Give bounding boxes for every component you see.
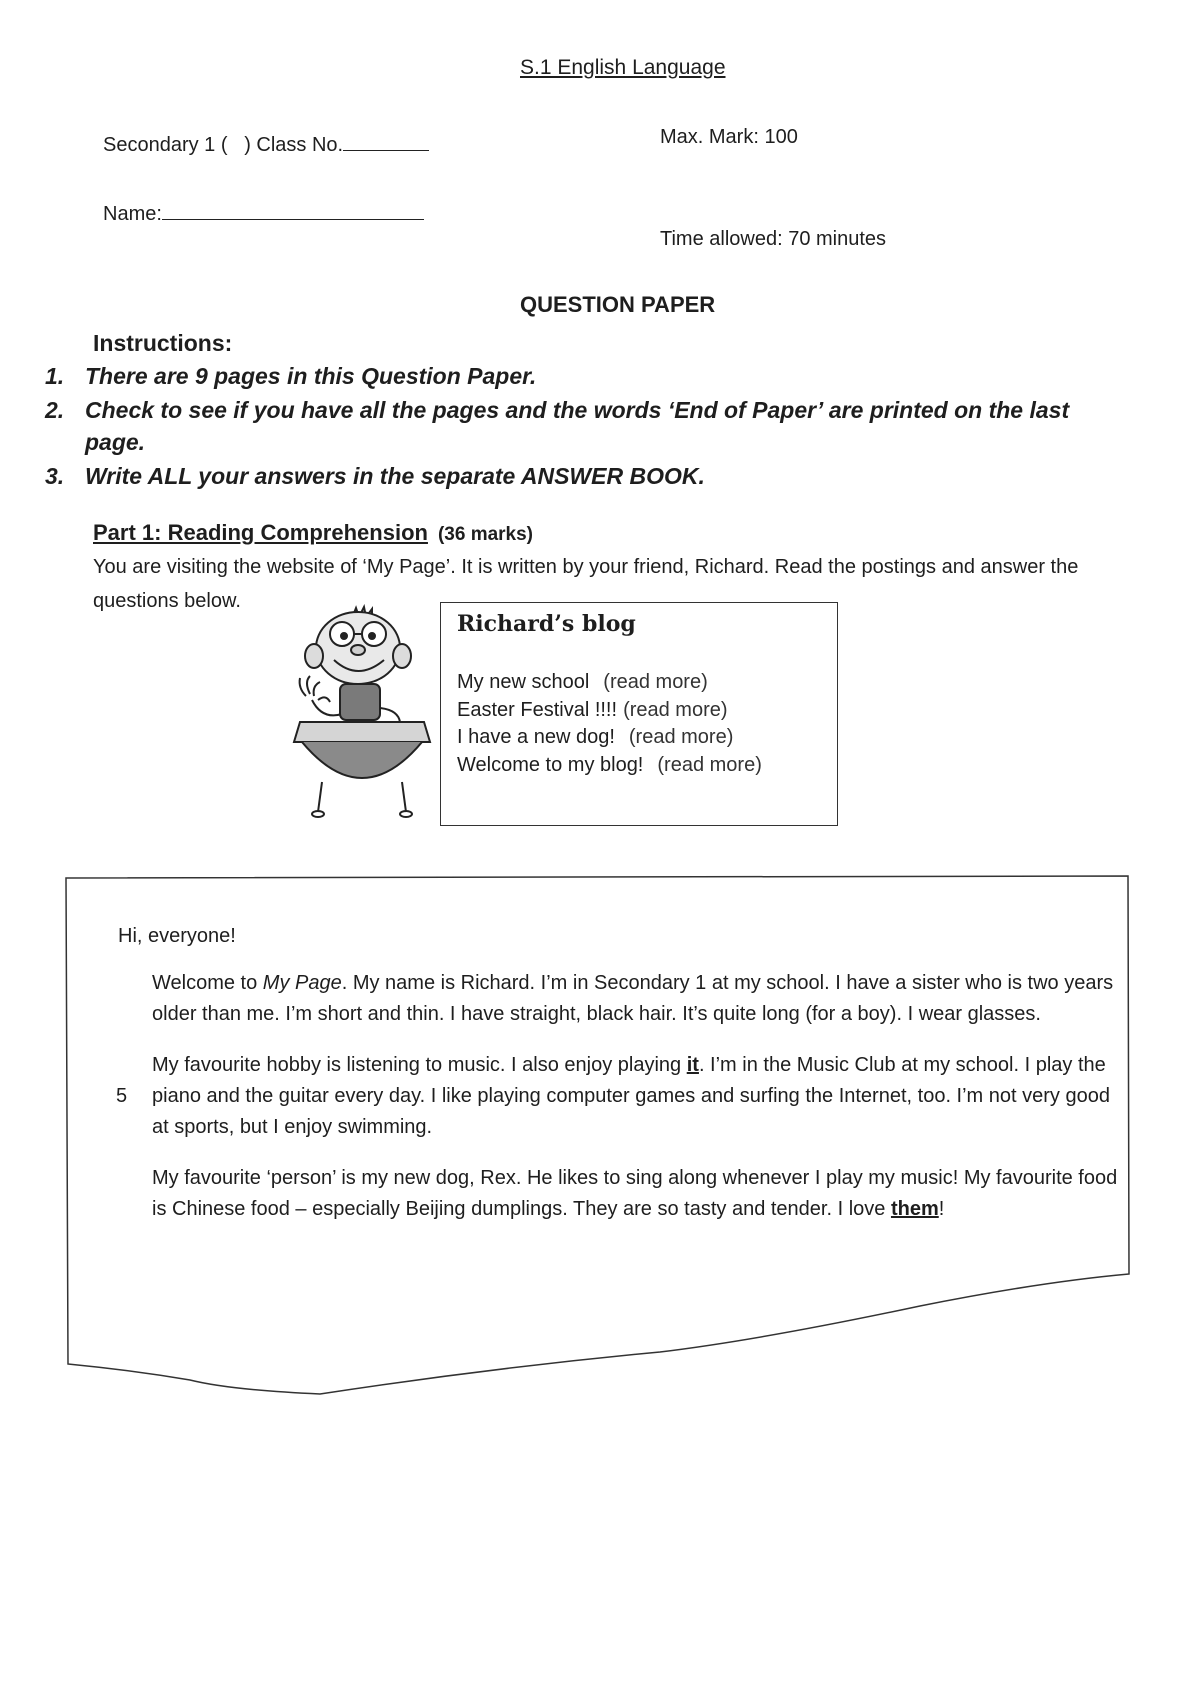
- blog-post-item: [457, 669, 762, 697]
- read-more-link[interactable]: (read more): [657, 753, 762, 776]
- read-more-link[interactable]: (read more): [623, 698, 728, 721]
- line-number: 5: [116, 1085, 128, 1107]
- instructions-list: [45, 360, 1135, 494]
- instruction-text: There are 9 pages in this Question Paper.: [85, 363, 537, 389]
- text-run: . I’m in the Music Club at my school. I play the piano and the guitar every day. I like playing computer games and surfing the Internet, too. I’m not very good at sports, but I enjoy swimming.: [152, 1054, 1110, 1138]
- name-line: [103, 199, 424, 226]
- blog-post-item: [457, 752, 762, 780]
- blog-post-title: Welcome to my blog!: [457, 753, 644, 776]
- part1-intro: You are visiting the website of ‘My Page’. It is written by your friend, Richard. Read the postings and answer the questions below.: [93, 556, 1079, 612]
- blog-post-title: Easter Festival !!!!: [457, 698, 618, 721]
- time-allowed: Time allowed: 70 minutes: [660, 228, 887, 250]
- instruction-text: Check to see if you have all the pages and the words ‘End of Paper’ are printed on the last page.: [85, 397, 1070, 455]
- read-more-link[interactable]: (read more): [628, 726, 734, 748]
- blog-box: [440, 602, 838, 826]
- class-line: [103, 130, 429, 157]
- my-page-italic: My Page: [262, 972, 342, 994]
- blog-title: Richard’s blog: [457, 611, 636, 637]
- subject-title: S.1 English Language: [520, 56, 726, 79]
- instructions-title: Instructions:: [93, 330, 233, 356]
- letter-greeting: Hi, everyone!: [118, 925, 236, 947]
- class-label: Secondary 1 (: [103, 134, 228, 156]
- blog-post-item: [457, 724, 762, 752]
- blog-post-title: I have a new dog!: [457, 726, 615, 748]
- paper-title: QUESTION PAPER: [520, 292, 716, 317]
- part1-title: Part 1: Reading Comprehension: [93, 520, 428, 545]
- blog-post-title: My new school: [457, 671, 590, 693]
- max-mark: Max. Mark: 100: [660, 126, 798, 148]
- text-run: My favourite ‘person’ is my new dog, Rex. He likes to sing along whenever I play my music! My favourite food is Chinese food – especially Beijing dumplings. They are so tasty and tender. I love: [152, 1167, 1118, 1220]
- text-run: Welcome to: [152, 972, 263, 994]
- read-more-link[interactable]: (read more): [603, 671, 708, 693]
- instruction-item: [45, 360, 1135, 392]
- text-run: !: [938, 1198, 945, 1220]
- letter-body: [118, 925, 1118, 1245]
- instruction-text: Write ALL your answers in the separate ANSWER BOOK.: [85, 463, 705, 489]
- class-no-label: ) Class No.: [244, 134, 344, 156]
- letter-paragraph-1: [118, 968, 1118, 1030]
- name-blank[interactable]: [162, 199, 424, 220]
- instruction-item: [45, 460, 1135, 492]
- blog-post-list: [457, 669, 762, 779]
- name-label: Name:: [103, 203, 162, 225]
- letter-paragraph-2: [118, 1050, 1118, 1143]
- instruction-number: 2.: [45, 397, 65, 423]
- letter-paragraph-3: [118, 1163, 1118, 1225]
- part1-marks: (36 marks): [437, 524, 534, 545]
- text-run: My favourite hobby is listening to music. I also enjoy playing: [152, 1054, 687, 1076]
- class-no-blank[interactable]: [343, 130, 429, 151]
- instruction-item: [45, 394, 1135, 458]
- text-run: . My name is Richard. I’m in Secondary 1 at my school. I have a sister who is two years older than me. I’m short and thin. I have straight, black hair. It’s quite long (for a boy). I wear glasses.: [152, 972, 1114, 1025]
- underlined-it: it: [686, 1054, 699, 1076]
- blog-post-item: [457, 697, 762, 725]
- instruction-number: 3.: [45, 463, 65, 489]
- part1-heading: [93, 520, 533, 546]
- underlined-them: them: [890, 1198, 939, 1220]
- instruction-number: 1.: [45, 363, 65, 389]
- cartoon-boy-illustration: [292, 604, 442, 830]
